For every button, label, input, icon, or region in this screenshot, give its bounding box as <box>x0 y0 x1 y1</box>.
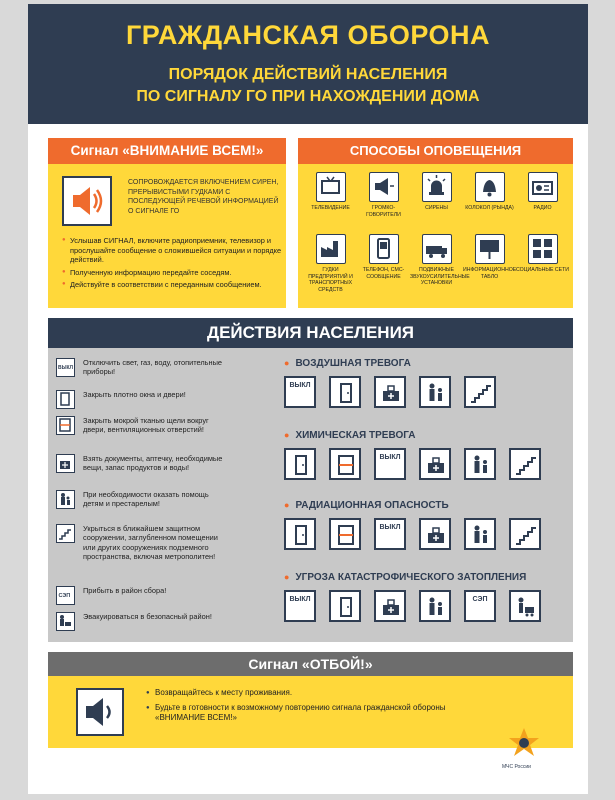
flood-alarm-title: ● УГРОЗА КАТАСТРОФИЧЕСКОГО ЗАТОПЛЕНИЯ <box>284 572 526 583</box>
shelter-pictogram-icon <box>509 518 541 550</box>
signal-all-clear-panel <box>48 652 573 748</box>
door-pictogram-icon <box>284 518 316 550</box>
list-item: ● Будьте в готовности к возможному повторению сигнала гражданской обороны «ВНИМАНИЕ ВСЕМ!» <box>146 703 446 724</box>
population-actions-title: ДЕЙСТВИЯ НАСЕЛЕНИЯ <box>48 318 573 348</box>
switch-pictogram-label: ВЫКЛ <box>379 524 401 531</box>
air-raid-alarm-title: ● ВОЗДУШНАЯ ТРЕВОГА <box>284 358 411 369</box>
emercom-emblem-icon <box>506 726 542 762</box>
signal-all-clear-list <box>146 688 446 728</box>
shelter-pictogram-icon <box>464 376 496 408</box>
list-item: ● Действуйте в соответствии с переданным сообщением. <box>62 280 282 290</box>
phone-icon <box>369 234 399 264</box>
speaker-icon <box>76 688 124 736</box>
door-icon <box>56 390 75 409</box>
bell-icon <box>475 172 505 202</box>
door-pictogram-icon <box>284 448 316 480</box>
siren-icon <box>422 172 452 202</box>
switch-pictogram-icon <box>284 376 316 408</box>
method-item: СОЦИАЛЬНЫЕ СЕТИ <box>516 234 569 274</box>
signal-attention-list <box>62 236 282 293</box>
shelter-pictogram-icon <box>509 448 541 480</box>
method-item: ПОДВИЖНЫЕ ЗВУКОУСИЛИТЕЛЬНЫЕ УСТАНОВКИ <box>410 234 463 287</box>
poster-header <box>28 4 588 124</box>
signal-all-clear-title: Сигнал «ОТБОЙ!» <box>48 652 573 676</box>
help-pictogram-icon <box>419 376 451 408</box>
vehicle-icon <box>422 234 452 264</box>
radiation-pictograms <box>284 518 564 552</box>
warning-methods-title: СПОСОБЫ ОПОВЕЩЕНИЯ <box>298 138 573 164</box>
method-item: РАДИО <box>516 172 569 212</box>
switch-pictogram-icon <box>284 590 316 622</box>
method-item: ГУДКИ ПРЕДПРИЯТИЙ И ТРАНСПОРТНЫХ СРЕДСТВ <box>304 234 357 293</box>
chemical-pictograms <box>284 448 564 482</box>
method-item: СИРЕНЫ <box>410 172 463 212</box>
speaker-icon <box>62 176 112 226</box>
switch-pictogram-label: ВЫКЛ <box>289 382 311 389</box>
evacuation-icon <box>56 612 75 631</box>
switch-off-icon <box>56 358 75 377</box>
poster-subtitle-line1: ПОРЯДОК ДЕЙСТВИЙ НАСЕЛЕНИЯ <box>168 66 448 83</box>
method-item: ТЕЛЕВИДЕНИЕ <box>304 172 357 212</box>
method-item: ГРОМКО-ГОВОРИТЕЛИ <box>357 172 410 218</box>
seal-pictogram-icon <box>329 518 361 550</box>
list-item: ● Полученную информацию передайте соседям. <box>62 268 282 278</box>
assembly-pictogram-icon <box>464 590 496 622</box>
help-pictogram-icon <box>419 590 451 622</box>
switch-pictogram-icon <box>374 518 406 550</box>
radio-icon <box>528 172 558 202</box>
supplies-pictogram-icon <box>374 376 406 408</box>
chemical-alarm-title: ● ХИМИЧЕСКАЯ ТРЕВОГА <box>284 430 415 441</box>
seal-icon <box>56 416 75 435</box>
flood-pictograms <box>284 590 564 624</box>
switch-pictogram-icon <box>374 448 406 480</box>
social-icon <box>528 234 558 264</box>
supplies-icon <box>56 454 75 473</box>
assembly-icon <box>56 586 75 605</box>
signal-attention-description: СОПРОВОЖДАЕТСЯ ВКЛЮЧЕНИЕМ СИРЕН, ПРЕРЫВИСТЫМИ ГУДКАМИ С ПОСЛЕДУЮЩЕЙ РЕЧЕВОЙ ИНФОРМАЦИЕЙ О СИГНАЛЕ ГО <box>128 179 279 215</box>
poster <box>28 4 588 794</box>
signal-attention-title: Сигнал «ВНИМАНИЕ ВСЕМ!» <box>48 138 286 164</box>
supplies-pictogram-icon <box>419 448 451 480</box>
method-item: КОЛОКОЛ (РЫНДА) <box>463 172 516 212</box>
warning-methods-panel <box>298 138 573 308</box>
shelter-icon <box>56 524 75 543</box>
help-icon <box>56 490 75 509</box>
svg-text:СЭП: СЭП <box>58 593 71 599</box>
method-item: ТЕЛЕФОН, СМС-СООБЩЕНИЕ <box>357 234 410 280</box>
tv-icon <box>316 172 346 202</box>
supplies-pictogram-icon <box>419 518 451 550</box>
poster-subtitle-line2: ПО СИГНАЛУ ГО ПРИ НАХОЖДЕНИИ ДОМА <box>136 88 480 105</box>
radiation-alarm-title: ● РАДИАЦИОННАЯ ОПАСНОСТЬ <box>284 500 449 511</box>
help-pictogram-icon <box>464 518 496 550</box>
signal-attention-panel <box>48 138 286 308</box>
evacuation-pictogram-icon <box>509 590 541 622</box>
help-pictogram-icon <box>464 448 496 480</box>
method-item: ИНФОРМАЦИОННОЕ ТАБЛО <box>463 234 516 280</box>
switch-pictogram-label: ВЫКЛ <box>379 454 401 461</box>
door-pictogram-icon <box>329 376 361 408</box>
svg-text:ВЫКЛ: ВЫКЛ <box>58 365 73 371</box>
population-actions-panel: ДЕЙСТВИЯ НАСЕЛЕНИЯ ВЫКЛ Отключить свет, газ, воду, отопительные приборы! Закрыть плотно окна и двери! Закрыть мокрой тканью щели вокруг двери, вентиляционных отверстий! Взять документы, аптечку, необходимые вещи, запас продуктов и воды! При необходимости оказать помощь детям и престарелым! Укрыться в ближайшем защитном сооружении, заглубленном помещении или других сооружениях подземного пространства, включая метрополитен! СЭП Прибыть в район сбора! Эвакуироваться в безопасный район! ● ВОЗДУШНАЯ ТРЕВОГА ВЫКЛ ● ХИМИЧЕСКАЯ ТРЕВОГА ВЫКЛ ● РАДИАЦИОННАЯ ОПАСНОСТЬ ВЫКЛ ● УГРОЗА КАТАСТРОФИЧЕСКОГО ЗАТОПЛЕНИЯ ВЫКЛ СЭП <box>48 318 573 642</box>
air-raid-pictograms <box>284 376 564 410</box>
list-item: ● Возвращайтесь к месту проживания. <box>146 688 446 699</box>
seal-pictogram-icon <box>329 448 361 480</box>
supplies-pictogram-icon <box>374 590 406 622</box>
assembly-pictogram-label: СЭП <box>472 596 488 603</box>
switch-pictogram-label: ВЫКЛ <box>289 596 311 603</box>
poster-title: ГРАЖДАНСКАЯ ОБОРОНА <box>125 20 491 50</box>
loudspeaker-icon <box>369 172 399 202</box>
board-icon <box>475 234 505 264</box>
list-item: ● Услышав СИГНАЛ, включите радиоприемник, телевизор и прослушайте сообщение о сложившейся ситуации и порядке действий. <box>62 236 282 265</box>
door-pictogram-icon <box>329 590 361 622</box>
emercom-label: МЧС России <box>502 764 531 770</box>
factory-icon <box>316 234 346 264</box>
